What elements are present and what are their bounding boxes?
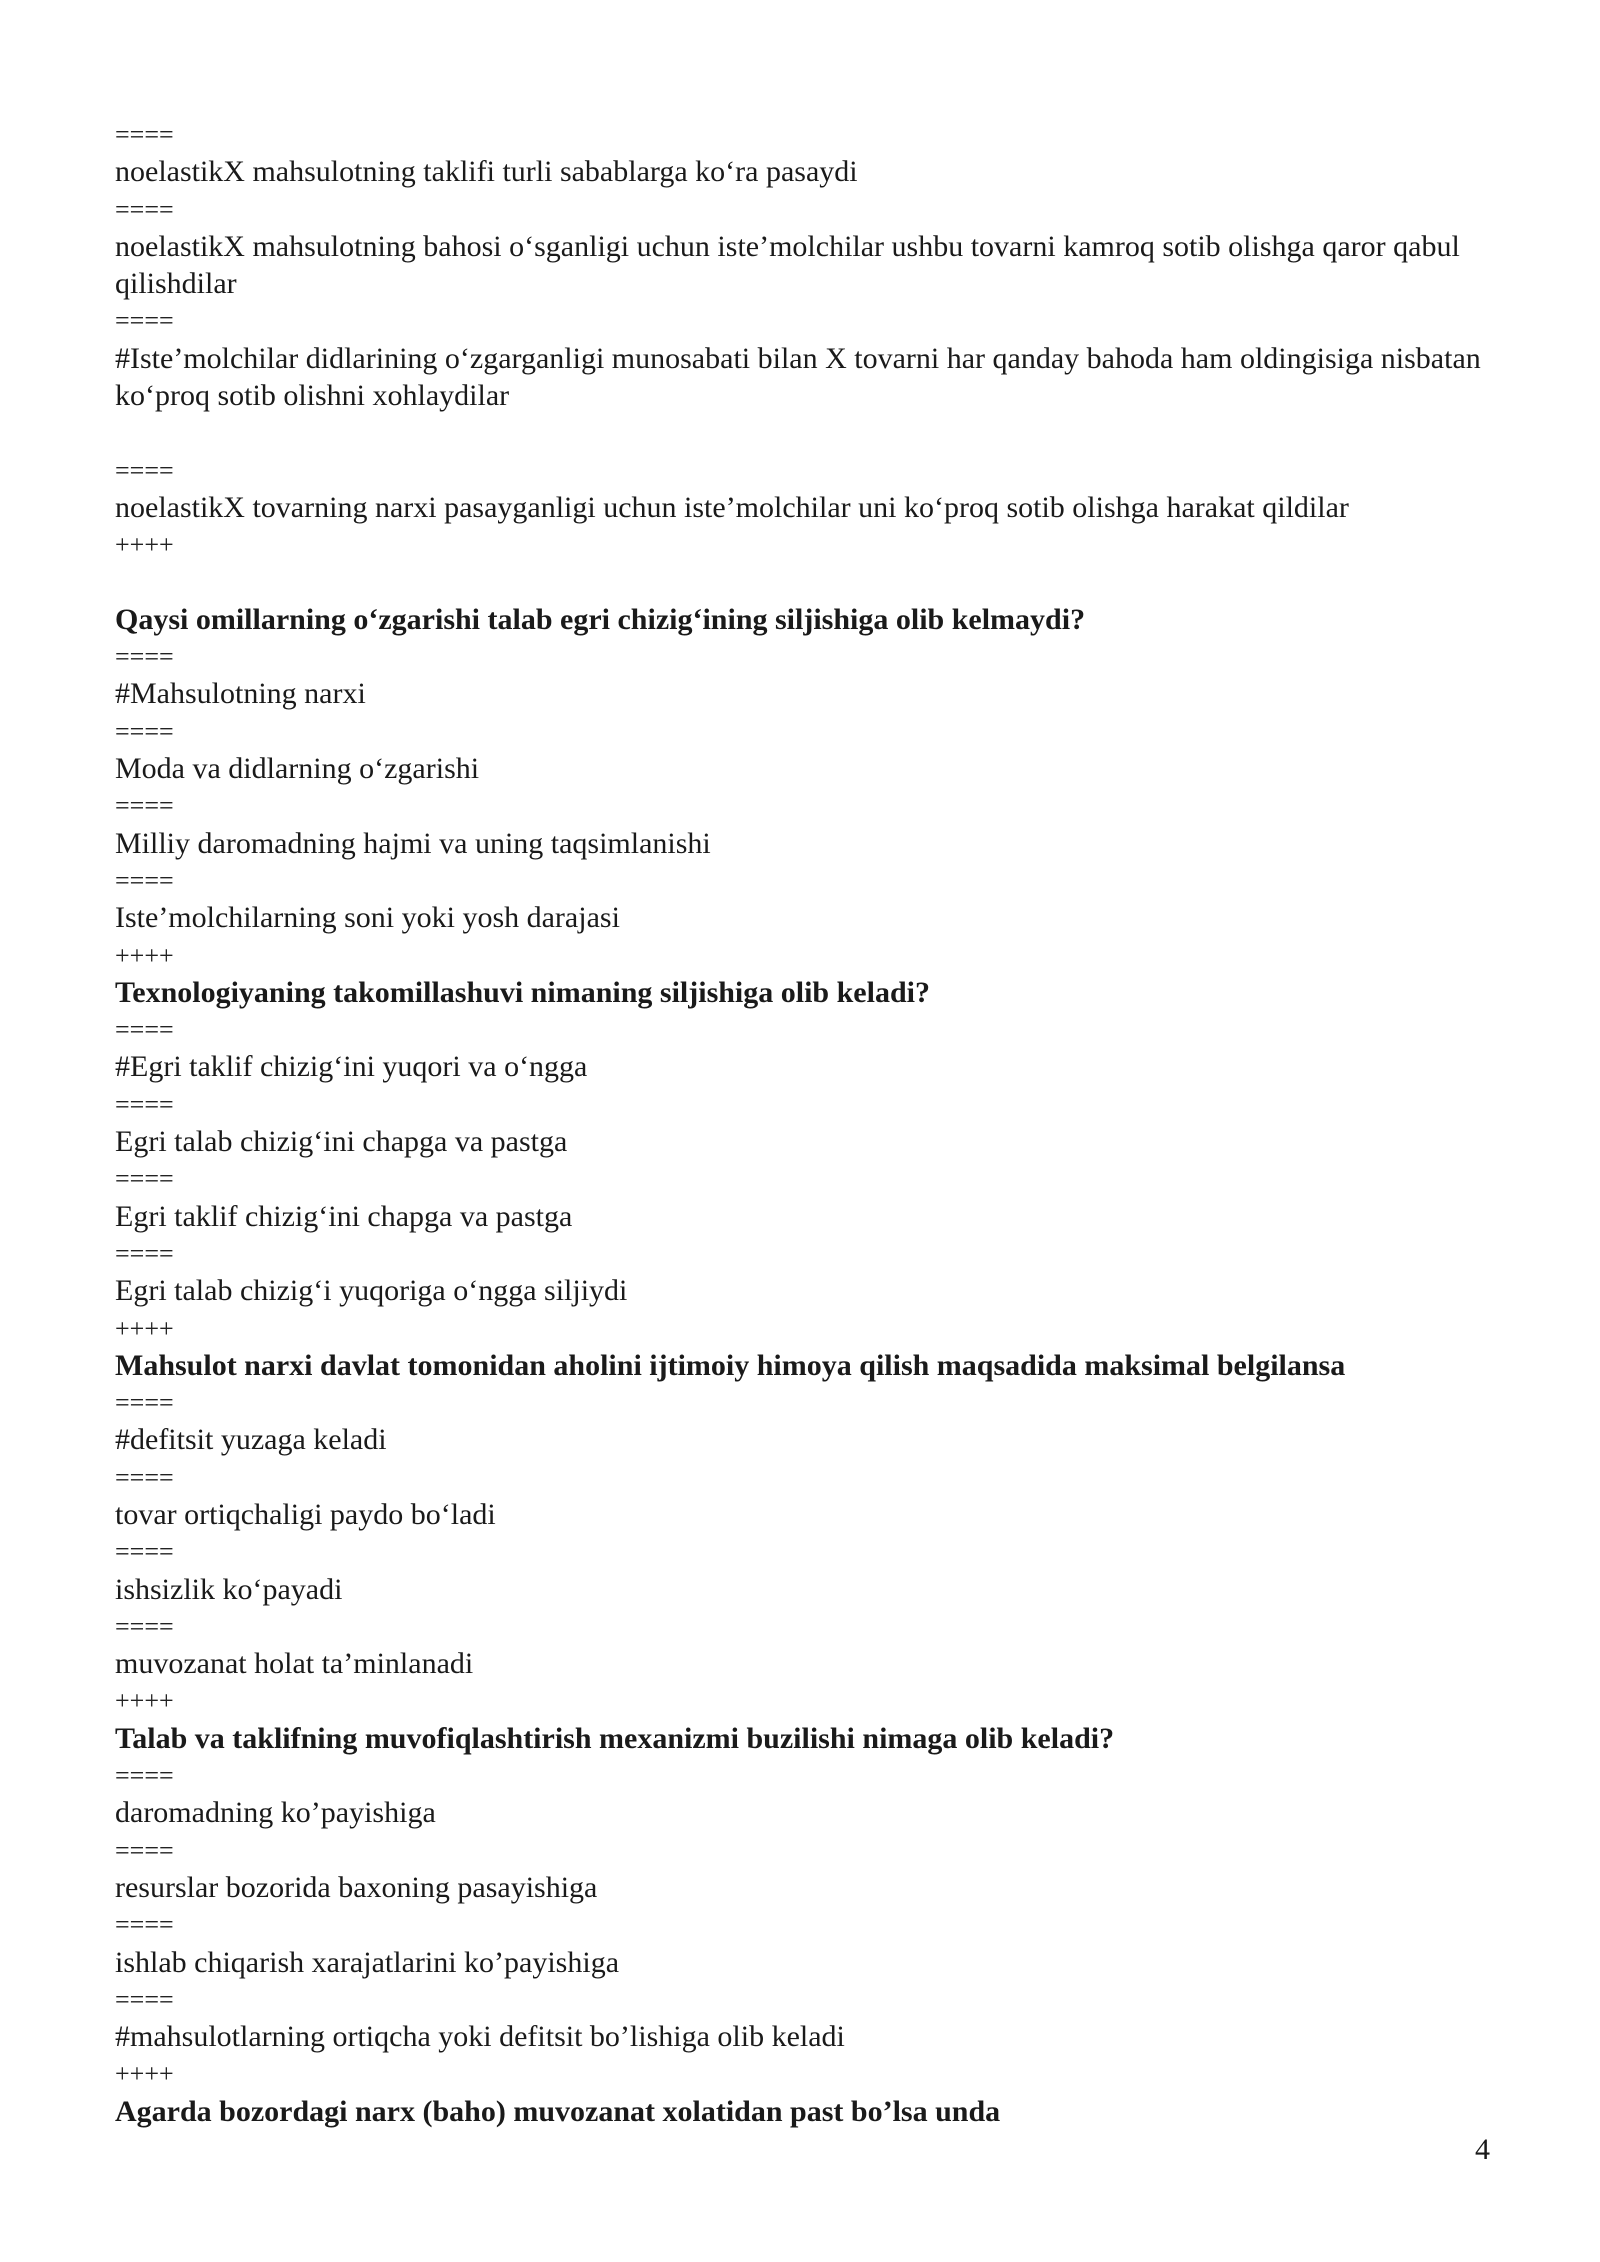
separator-line: ==== (115, 1835, 174, 1865)
blank-line (115, 414, 1495, 451)
separator-line: ==== (115, 716, 174, 746)
answer-line: Iste’molchilarning soni yoki yosh darajasi (115, 901, 620, 935)
separator-line: ==== (115, 455, 174, 485)
separator-line: ==== (115, 1537, 174, 1567)
answer-line: ishlab chiqarish xarajatlarini ko’payishiga (115, 1945, 620, 1979)
separator-line: ==== (115, 120, 174, 149)
separator-line: ==== (115, 642, 174, 672)
separator-line: ==== (115, 1984, 174, 2014)
separator-line: ==== (115, 1015, 174, 1045)
answer-line: #Iste’molchilar didlarining o‘zgarganligi munosabati bilan X tovarni har qanday bahoda ham oldingisiga nisbatan ko‘proq sotib olishni xohlaydilar (115, 341, 1481, 413)
answer-line: noelastikX mahsulotning bahosi o‘sganligi uchun iste’molchilar ushbu tovarni kamroq sotib olishga qaror qabul qilishdilar (115, 229, 1460, 301)
answer-line: Egri talab chizig‘ini chapga va pastga (115, 1125, 568, 1159)
answer-line: daromadning ko’payishiga (115, 1796, 436, 1830)
answer-line: noelastikX mahsulotning taklifi turli sabablarga ko‘ra pasaydi (115, 155, 858, 189)
question-line: Qaysi omillarning o‘zgarishi talab egri chizig‘ining siljishiga olib kelmaydi? (115, 602, 1086, 636)
separator-line: ==== (115, 1238, 174, 1268)
separator-line: ==== (115, 1761, 174, 1791)
separator-line: ++++ (115, 1686, 174, 1716)
blank-line (115, 564, 1495, 601)
question-line: Texnologiyaning takomillashuvi nimaning siljishiga olib keladi? (115, 975, 930, 1009)
answer-line: #Mahsulotning narxi (115, 677, 366, 711)
separator-line: ==== (115, 791, 174, 821)
separator-line: ==== (115, 1910, 174, 1940)
separator-line: ==== (115, 194, 174, 224)
separator-line: ++++ (115, 2059, 174, 2089)
question-line: Agarda bozordagi narx (baho) muvozanat xolatidan past bo’lsa unda (115, 2094, 1001, 2128)
separator-line: ==== (115, 1462, 174, 1492)
separator-line: ==== (115, 1611, 174, 1641)
answer-line: Egri talab chizig‘i yuqoriga o‘ngga siljiydi (115, 1274, 628, 1308)
answer-line: #mahsulotlarning ortiqcha yoki defitsit bo’lishiga olib keladi (115, 2020, 845, 2054)
separator-line: ++++ (115, 1313, 174, 1343)
answer-line: Egri taklif chizig‘ini chapga va pastga (115, 1199, 573, 1233)
answer-line: resurslar bozorida baxoning pasayishiga (115, 1870, 598, 1904)
page-number: 4 (1475, 2133, 1490, 2166)
separator-line: ==== (115, 1089, 174, 1119)
answer-line: ishsizlik ko‘payadi (115, 1572, 343, 1606)
answer-line: Moda va didlarning o‘zgarishi (115, 752, 480, 786)
document-body (115, 116, 1495, 2130)
answer-line: tovar ortiqchaligi paydo bo‘ladi (115, 1497, 496, 1531)
answer-line: muvozanat holat ta’minlanadi (115, 1647, 474, 1681)
answer-line: noelastikX tovarning narxi pasayganligi uchun iste’molchilar uni ko‘proq sotib olishga harakat qildilar (115, 490, 1349, 524)
answer-line: #defitsit yuzaga keladi (115, 1423, 387, 1457)
separator-line: ++++ (115, 530, 174, 560)
separator-line: ==== (115, 865, 174, 895)
answer-line: #Egri taklif chizig‘ini yuqori va o‘ngga (115, 1050, 588, 1084)
question-line: Mahsulot narxi davlat tomonidan aholini ijtimoiy himoya qilish maqsadida maksimal belgilansa (115, 1348, 1346, 1382)
question-line: Talab va taklifning muvofiqlashtirish mexanizmi buzilishi nimaga olib keladi? (115, 1721, 1115, 1755)
separator-line: ==== (115, 1164, 174, 1194)
answer-line: Milliy daromadning hajmi va uning taqsimlanishi (115, 826, 711, 860)
separator-line: ==== (115, 1388, 174, 1418)
separator-line: ==== (115, 306, 174, 336)
separator-line: ++++ (115, 940, 174, 970)
